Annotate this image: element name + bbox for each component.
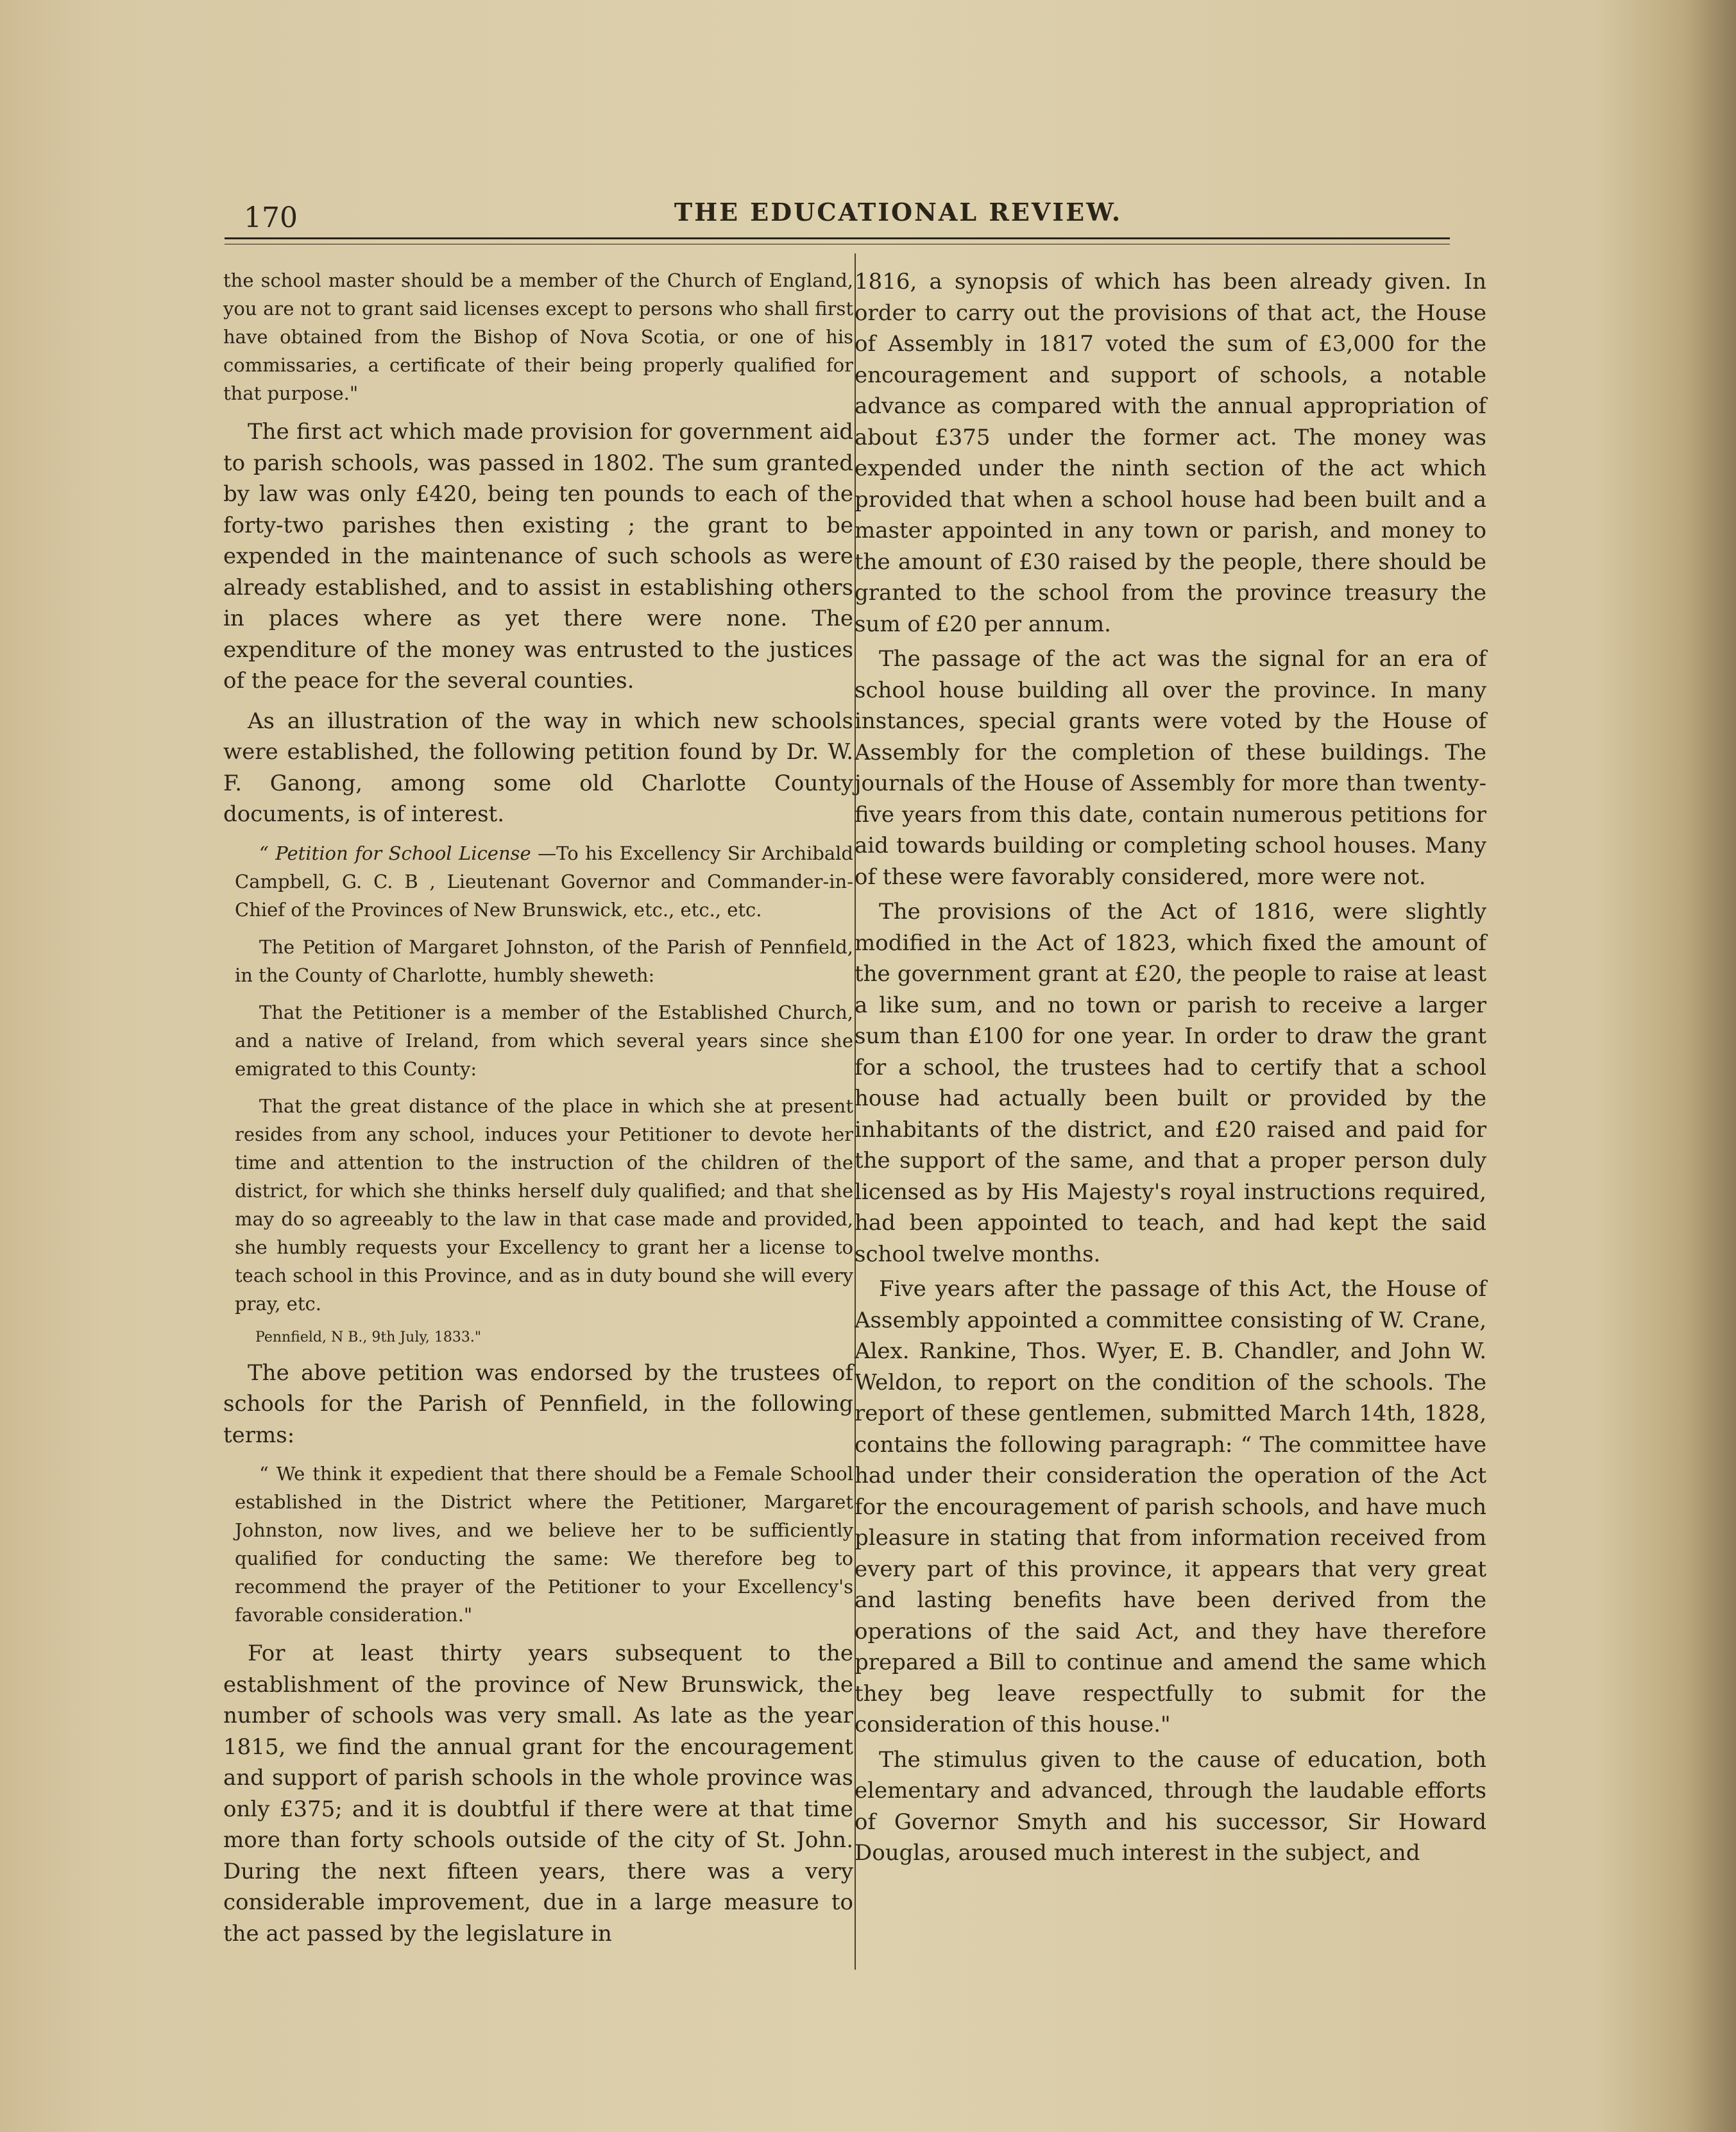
paragraph: The first act which made provision for government aid to parish schools, was passed in 1802. The sum granted by law was only £420, being ten pounds to each of the forty-two parishes then existing ; the grant to be expended in the maintenance of such schools as were already established, and to assist in establishing others in places where as yet there were none. The expenditure of the money was entrusted to the justices of the peace for the several counties. bbox=[223, 419, 853, 694]
paragraph: The passage of the act was the signal for an era of school house building all over the province. In many instances, special grants were voted by the House of Assembly for the completion of these buildings. The journals of the House of Assembly for more than twenty-five years from this date, contain numerous petitions for aid towards building or completing school houses. Many of these were favorably considered, more were not. bbox=[855, 646, 1486, 890]
paragraph: For at least thirty years subsequent to the establishment of the province of New Brunswick, the number of schools was very small. As late as the year 1815, we find the annual grant for the encouragement and support of parish schools in the whole province was only £375; and it is doubtful if there were at that time more than forty schools outside of the city of St. John. During the next fifteen years, there was a very considerable improvement, due in a large measure to the act passed by the legislature in bbox=[223, 1641, 853, 1947]
paragraph: As an illustration of the way in which new schools were established, the following petition found by Dr. W. F. Ganong, among some old Charlotte County documents, is of interest. bbox=[223, 708, 853, 827]
petition-heading bbox=[223, 839, 853, 924]
petition-signature: Pennfield, N B., 9th July, 1833." bbox=[255, 1329, 481, 1345]
petition-paragraph: That the Petitioner is a member of the Established Church, and a native of Ireland, from which several years since she emigrated to this County: bbox=[235, 1001, 853, 1080]
paragraph: The stimulus given to the cause of education, both elementary and advanced, through the laudable efforts of Governor Smyth and his successor, Sir Howard Douglas, aroused much interest in the subject, and bbox=[855, 1746, 1486, 1866]
quote-continuation: the school master should be a member of the Church of England, you are not to grant said licenses except to persons who shall first have obtained from the Bishop of Nova Scotia, or one of his commissaries, a certificate of their being properly qualified for that purpose." bbox=[223, 269, 853, 404]
running-head: THE EDUCATIONAL REVIEW. bbox=[674, 198, 1123, 226]
petition-intro: —To his Excellency Sir Archibald Campbell, G. C. B , Lieutenant Governor and Commander-in-Chief of the Provinces of New Brunswick, etc., etc., etc. bbox=[235, 842, 853, 921]
paragraph: Five years after the passage of this Act, the House of Assembly appointed a committee consisting of W. Crane, Alex. Rankine, Thos. Wyer, E. B. Chandler, and John W. Weldon, to report on the condition of the schools. The report of these gentlemen, submitted March 14th, 1828, contains the following paragraph: “ The committee have had under their consideration the operation of the Act for the encouragement of parish schools, and have much pleasure in stating that from information received from every part of this province, it appears that very great and lasting benefits have been derived from the operations of the said Act, and they have therefore prepared a Bill to continue and amend the same which they beg leave respectfully to submit for the consideration of this house." bbox=[855, 1276, 1486, 1737]
right-column bbox=[855, 266, 1486, 1873]
paragraph: The above petition was endorsed by the trustees of schools for the Parish of Pennfield, in the following terms: bbox=[223, 1360, 853, 1448]
paragraph: The provisions of the Act of 1816, were slightly modified in the Act of 1823, which fixed the amount of the government grant at £20, the people to raise at least a like sum, and no town or parish to receive a larger sum than £100 for one year. In order to draw the grant for a school, the trustees had to certify that a school house had actually been built or provided by the inhabitants of the district, and £20 raised and paid for the support of the same, and that a proper person duly licensed as by His Majesty's royal instructions required, had been appointed to teach, and had kept the said school twelve months. bbox=[855, 899, 1486, 1267]
header-rule bbox=[225, 237, 1450, 239]
endorsement-quote: “ We think it expedient that there should be a Female School established in the District where the Petitioner, Margaret Johnston, now lives, and we believe her to be sufficiently qualified for conducting the same: We therefore beg to recommend the prayer of the Petitioner to your Excellency's favorable consideration." bbox=[235, 1463, 853, 1626]
petition-paragraph: The Petition of Margaret Johnston, of the Parish of Pennfield, in the County of Charlotte, humbly sheweth: bbox=[235, 935, 853, 986]
paragraph: 1816, a synopsis of which has been already given. In order to carry out the provisions of that act, the House of Assembly in 1817 voted the sum of £3,000 for the encouragement and support of schools, a notable advance as compared with the annual appropriation of about £375 under the former act. The money was expended under the ninth section of the act which provided that when a school house had been built and a master appointed in any town or parish, and money to the amount of £30 raised by the people, there should be granted to the school from the province treasury the sum of £20 per annum. bbox=[855, 269, 1486, 637]
left-column bbox=[223, 266, 853, 1958]
page-header bbox=[244, 190, 1450, 235]
page-number: 170 bbox=[244, 201, 298, 234]
petition-paragraph: That the great distance of the place in which she at present resides from any school, induces your Petitioner to devote her time and attention to the instruction of the children of the district, for which she thinks herself duly qualified; and that she may do so agreeably to the law in that case made and provided, she humbly requests your Excellency to grant her a license to teach school in this Province, and as in duty bound she will every pray, etc. bbox=[235, 1095, 853, 1315]
petition-title: “ Petition for School License bbox=[259, 842, 531, 864]
